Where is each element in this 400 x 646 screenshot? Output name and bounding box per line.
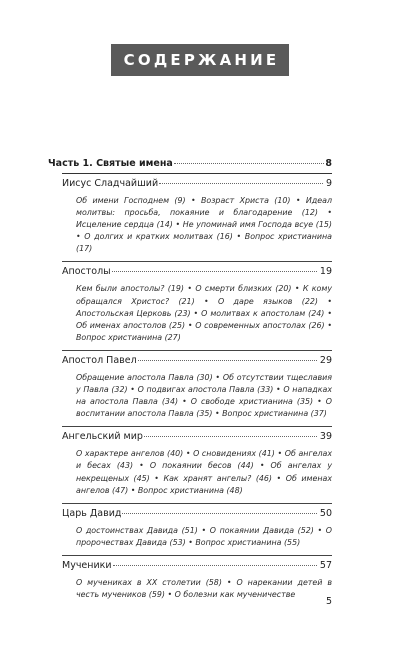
section-page: 39 <box>319 431 332 443</box>
section-title: Иисус Сладчайший <box>62 178 159 189</box>
section-divider <box>62 261 332 262</box>
section-divider <box>62 555 332 556</box>
section-page: 50 <box>319 507 332 519</box>
page-number: 5 <box>326 596 333 607</box>
section-heading[interactable] <box>62 559 332 572</box>
section-divider <box>62 350 332 351</box>
part-entry[interactable] <box>48 157 332 170</box>
contents-heading: СОДЕРЖАНИЕ <box>111 44 290 76</box>
section-description: Кем были апостолы? (19) • О смерти близких (20) • К кому обращался Христос? (21) • О даре языков (22) • Апостольская Церковь (23) • О молитвах к апостолам (24) • Об именах апостолов (25) • О современных апостолах (26) • Вопрос христианина (27) <box>76 284 332 342</box>
section-heading[interactable] <box>62 507 332 520</box>
section-heading[interactable] <box>62 430 332 443</box>
dot-leader <box>112 271 317 272</box>
section-entry <box>62 559 332 601</box>
section-heading[interactable] <box>62 177 332 190</box>
dot-leader <box>113 565 317 566</box>
dot-leader <box>122 513 316 514</box>
section-entry <box>62 507 332 556</box>
dot-leader <box>138 360 317 361</box>
section-entry <box>62 265 332 350</box>
section-title: Апостол Павел <box>62 354 137 366</box>
part-divider <box>62 173 332 174</box>
section-description: О мучениках в XX столетии (58) • О нарекании детей в честь мучеников (59) • О болезни как мученичестве <box>76 577 332 599</box>
dot-leader <box>174 163 325 164</box>
part-title: Часть 1. Святые имена <box>48 158 173 169</box>
section-entry <box>62 177 332 262</box>
section-entry <box>62 430 332 503</box>
section-description: О характере ангелов (40) • О сновидениях (41) • Об ангелах и бесах (43) • О покаянии бесов (44) • Об ангелах у некрещеных (45) • Как хранят ангелы? (46) • Об именах ангелов (47) • Вопрос христианина (48) <box>76 449 332 495</box>
section-description: Об имени Господнем (9) • Возраст Христа (10) • Идеал молитвы: просьба, покаяние и благодарение (12) • Исцеление сердца (14) • Не упоминай имя Господа всуе (15) • О долгих и кратких молитвах (16) • Вопрос христианина (17) <box>76 196 332 254</box>
section-divider <box>62 426 332 427</box>
section-entry <box>62 354 332 427</box>
section-title: Царь Давид <box>62 507 122 519</box>
section-page: 57 <box>319 559 332 571</box>
part-page: 8 <box>325 158 332 169</box>
section-title: Апостолы <box>62 266 111 278</box>
header <box>0 44 400 76</box>
dot-leader <box>159 183 323 184</box>
section-title: Ангельский мир <box>62 431 143 443</box>
section-divider <box>62 503 332 504</box>
section-page: 9 <box>325 178 332 189</box>
section-page: 19 <box>319 266 332 278</box>
section-description: О достоинствах Давида (51) • О покаянии Давида (52) • О пророчествах Давида (53) • Вопрос христианина (55) <box>76 525 332 547</box>
dot-leader <box>144 436 317 437</box>
section-heading[interactable] <box>62 354 332 367</box>
section-heading[interactable] <box>62 265 332 278</box>
section-description: Обращение апостола Павла (30) • Об отсутствии тщеславия у Павла (32) • О подвигах апостола Павла (33) • О нападках на апостола Павла (34) • О свободе христианина (35) • О воспитании апостола Павла (35) • Вопрос христианина (37) <box>76 372 332 419</box>
table-of-contents <box>48 157 332 601</box>
section-page: 29 <box>319 354 332 366</box>
section-title: Мученики <box>62 559 112 571</box>
